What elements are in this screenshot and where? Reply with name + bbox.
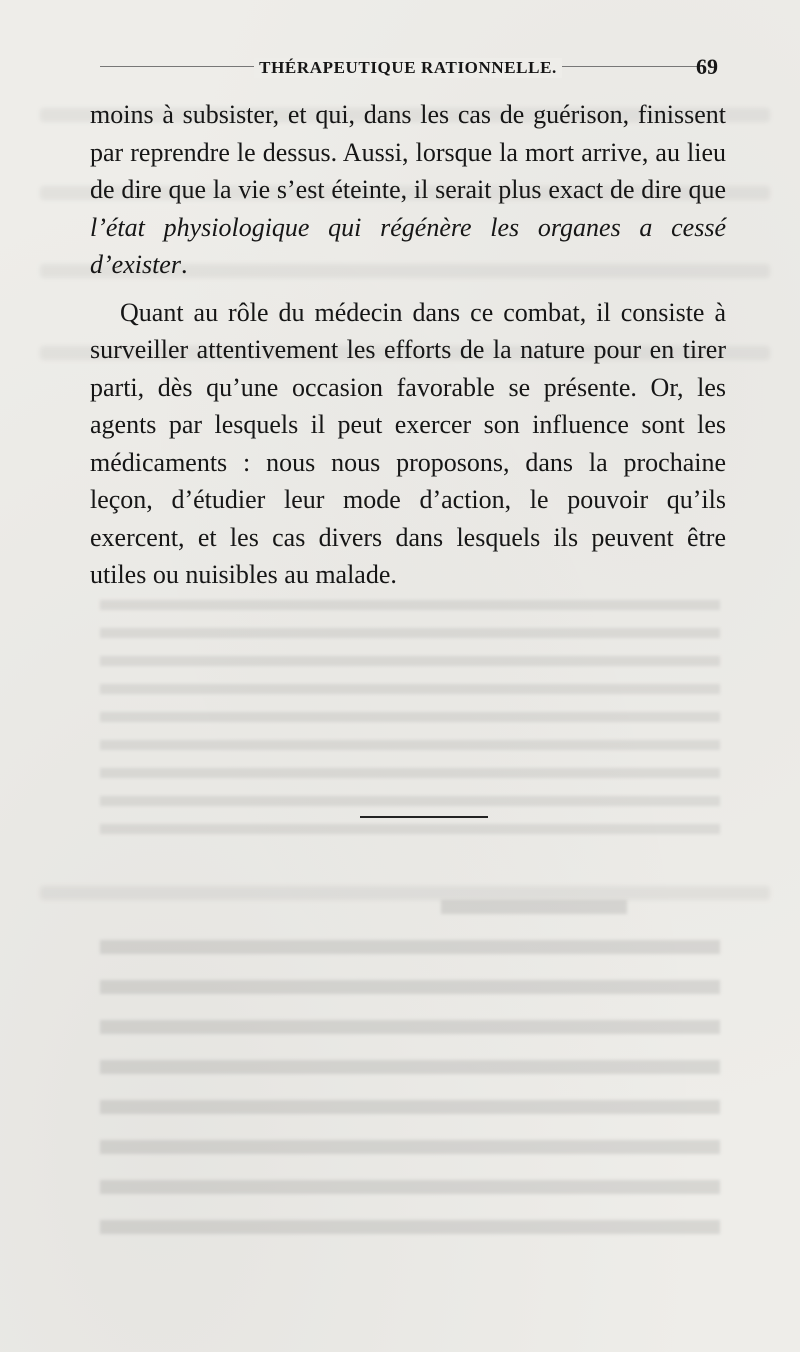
paragraph-1-text: moins à subsister, et qui, dans les cas de guérison, finissent par reprendre le dessus. Aussi, lorsque la mort arrive, au lieu de dire que la vie s’est éteinte, il serait plus exact de dire que [90, 100, 726, 204]
bleed-through-shadow [40, 886, 770, 900]
paragraph-1-emphasis: l’état physiologique qui régénère les organes a cessé d’exister [90, 212, 726, 279]
mirrored-reverse-text [100, 600, 720, 852]
paragraph-1-end: . [180, 250, 188, 279]
section-separator-rule [360, 816, 488, 818]
running-title: THÉRAPEUTIQUE RATIONNELLE. [254, 58, 562, 78]
body-text [90, 96, 726, 594]
paragraph-1 [90, 96, 726, 284]
page-header [90, 44, 726, 90]
paragraph-2: Quant au rôle du médecin dans ce combat, il consiste à surveiller attentivement les efforts de la nature pour en tirer parti, dès qu’une occasion favorable se présente. Or, les agents par lesquels il peut exercer son influence sont les médicaments : nous nous proposons, dans la prochaine leçon, d’étudier leur mode d’action, le pouvoir qu’ils exercent, et les cas divers dans lesquels ils peuvent être utiles ou nuisibles au malade. [90, 297, 726, 589]
page-number: 69 [696, 54, 718, 79]
mirrored-reverse-text [100, 900, 720, 1260]
